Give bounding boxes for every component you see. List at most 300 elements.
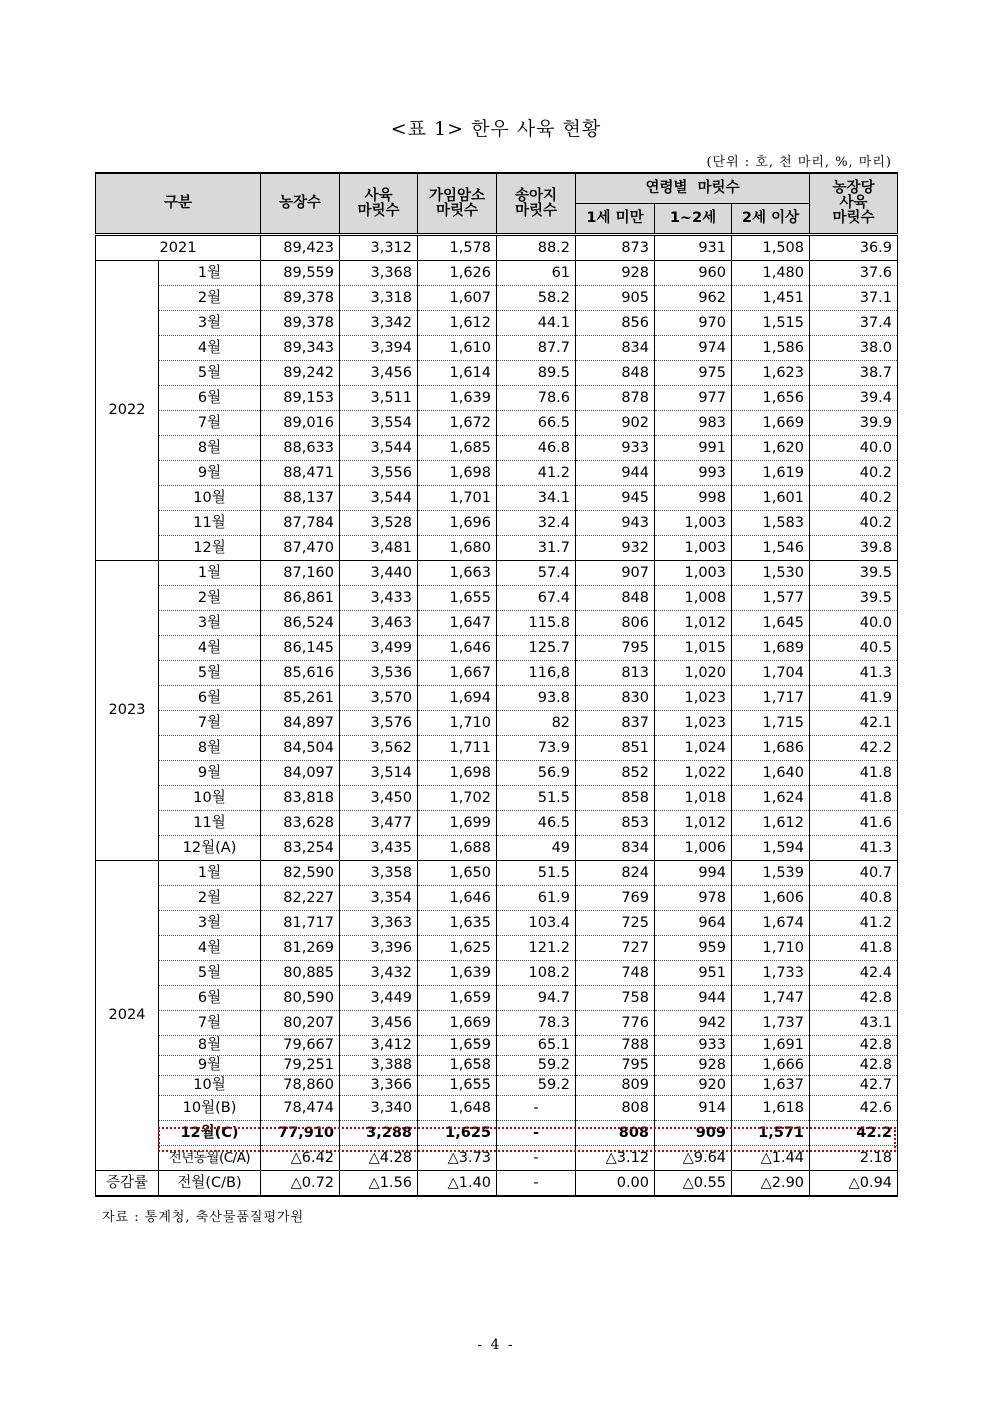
header-category: 구분 <box>96 173 261 235</box>
table-cell: 1,606 <box>732 886 810 911</box>
table-cell: 84,504 <box>261 736 340 761</box>
table-cell: 77,910 <box>261 1121 340 1146</box>
table-cell: 1,702 <box>418 786 497 811</box>
month-label: 6월 <box>159 386 261 411</box>
table-cell: 824 <box>576 861 655 886</box>
table-cell: 909 <box>655 1121 732 1146</box>
table-cell: 61 <box>497 261 576 286</box>
table-cell: 1,612 <box>732 811 810 836</box>
table-cell: 931 <box>655 235 732 261</box>
table-cell: 933 <box>576 436 655 461</box>
table-row <box>96 1146 898 1171</box>
table-cell: 3,363 <box>340 911 418 936</box>
table-cell: 727 <box>576 936 655 961</box>
table-cell: 3,366 <box>340 1076 418 1096</box>
month-label: 2월 <box>159 286 261 311</box>
table-cell: 78.6 <box>497 386 576 411</box>
table-cell: 42.2 <box>810 1121 898 1146</box>
table-cell: 1,451 <box>732 286 810 311</box>
table-cell: 1,655 <box>418 1076 497 1096</box>
table-cell: 36.9 <box>810 235 898 261</box>
table-cell: 914 <box>655 1096 732 1121</box>
table-cell: 962 <box>655 286 732 311</box>
table-cell: 85,616 <box>261 661 340 686</box>
month-label: 5월 <box>159 661 261 686</box>
change-mom-label: 전월(C/B) <box>159 1171 261 1197</box>
table-cell: 3,528 <box>340 511 418 536</box>
table-cell: 1,018 <box>655 786 732 811</box>
table-cell: 41.3 <box>810 836 898 861</box>
table-cell: 1,717 <box>732 686 810 711</box>
table-cell: 994 <box>655 861 732 886</box>
table-cell: 3,544 <box>340 436 418 461</box>
month-label: 9월 <box>159 1056 261 1076</box>
table-cell: 3,536 <box>340 661 418 686</box>
month-label: 7월 <box>159 411 261 436</box>
table-cell: 1,601 <box>732 486 810 511</box>
month-label: 6월 <box>159 686 261 711</box>
table-cell: 32.4 <box>497 511 576 536</box>
table-cell: 1,546 <box>732 536 810 561</box>
table-cell: 1,015 <box>655 636 732 661</box>
table-cell: 37.1 <box>810 286 898 311</box>
table-cell: 944 <box>576 461 655 486</box>
table-cell: 1,012 <box>655 811 732 836</box>
table-cell: 3,477 <box>340 811 418 836</box>
header-age-under1: 1세 미만 <box>576 204 655 235</box>
table-row <box>96 661 898 686</box>
table-row <box>96 386 898 411</box>
month-label: 7월 <box>159 711 261 736</box>
table-cell: 1,022 <box>655 761 732 786</box>
row-label: 2021 <box>96 235 261 261</box>
source-note: 자료 : 통계청, 축산물품질평가원 <box>102 1210 305 1225</box>
table-cell: 1,645 <box>732 611 810 636</box>
table-cell: 41.6 <box>810 811 898 836</box>
table-cell: 1,710 <box>418 711 497 736</box>
table-cell: 1,691 <box>732 1036 810 1056</box>
table-cell: 970 <box>655 311 732 336</box>
month-label: 12월 <box>159 536 261 561</box>
table-cell: 116,8 <box>497 661 576 686</box>
table-cell: 1,672 <box>418 411 497 436</box>
table-cell: 1,646 <box>418 886 497 911</box>
table-cell: 1,685 <box>418 436 497 461</box>
table-cell: 853 <box>576 811 655 836</box>
table-cell: 758 <box>576 986 655 1011</box>
table-cell: 808 <box>576 1096 655 1121</box>
table-cell: 41.8 <box>810 936 898 961</box>
month-label: 2월 <box>159 886 261 911</box>
table-row <box>96 861 898 886</box>
table-cell: 974 <box>655 336 732 361</box>
table-row <box>96 1076 898 1096</box>
table-cell: 944 <box>655 986 732 1011</box>
month-label: 10월(B) <box>159 1096 261 1121</box>
table-cell: △3.73 <box>418 1146 497 1171</box>
table-cell: - <box>497 1121 576 1146</box>
table-cell: 59.2 <box>497 1056 576 1076</box>
table-cell: 920 <box>655 1076 732 1096</box>
table-cell: 3,544 <box>340 486 418 511</box>
table-row <box>96 761 898 786</box>
table-cell: 78,474 <box>261 1096 340 1121</box>
table-cell: 2.18 <box>810 1146 898 1171</box>
month-label: 2월 <box>159 586 261 611</box>
table-cell: △3.12 <box>576 1146 655 1171</box>
table-cell: 82,227 <box>261 886 340 911</box>
table-cell: 84,897 <box>261 711 340 736</box>
table-cell: 1,656 <box>732 386 810 411</box>
table-cell: 46.8 <box>497 436 576 461</box>
table-cell: 51.5 <box>497 861 576 886</box>
table-cell: 991 <box>655 436 732 461</box>
change-yoy-label: 전년동월(C/A) <box>159 1146 261 1171</box>
table-cell: 1,610 <box>418 336 497 361</box>
table-cell: 39.5 <box>810 561 898 586</box>
table-row <box>96 836 898 861</box>
table-cell: 1,623 <box>732 361 810 386</box>
table-cell: 3,318 <box>340 286 418 311</box>
table-cell: 40.0 <box>810 436 898 461</box>
table-row <box>96 1056 898 1076</box>
table-cell: 88,137 <box>261 486 340 511</box>
table-cell: 3,463 <box>340 611 418 636</box>
table-cell: △9.64 <box>655 1146 732 1171</box>
table-cell: 1,659 <box>418 986 497 1011</box>
table-cell: 1,607 <box>418 286 497 311</box>
table-cell: 943 <box>576 511 655 536</box>
table-cell: 3,340 <box>340 1096 418 1121</box>
table-cell: 40.2 <box>810 486 898 511</box>
table-cell: 41.9 <box>810 686 898 711</box>
table-cell: 89.5 <box>497 361 576 386</box>
table-cell: 1,666 <box>732 1056 810 1076</box>
table-cell: 902 <box>576 411 655 436</box>
table-cell: 959 <box>655 936 732 961</box>
table-cell: △0.55 <box>655 1171 732 1197</box>
table-cell: 809 <box>576 1076 655 1096</box>
table-cell: 1,480 <box>732 261 810 286</box>
table-cell: 83,254 <box>261 836 340 861</box>
table-cell: 87.7 <box>497 336 576 361</box>
month-label: 12월(C) <box>159 1121 261 1146</box>
table-cell: 108.2 <box>497 961 576 986</box>
table-cell: 1,020 <box>655 661 732 686</box>
table-cell: 39.5 <box>810 586 898 611</box>
table-cell: 942 <box>655 1011 732 1036</box>
table-cell: 37.6 <box>810 261 898 286</box>
table-cell: 905 <box>576 286 655 311</box>
table-cell: 57.4 <box>497 561 576 586</box>
table-cell: 42.8 <box>810 1056 898 1076</box>
month-label: 1월 <box>159 561 261 586</box>
table-cell: 39.8 <box>810 536 898 561</box>
table-row <box>96 811 898 836</box>
table-cell: 1,635 <box>418 911 497 936</box>
table-cell: 40.2 <box>810 461 898 486</box>
table-cell: 3,388 <box>340 1056 418 1076</box>
table-cell: 1,625 <box>418 1121 497 1146</box>
table-cell: 78.3 <box>497 1011 576 1036</box>
table-cell: 1,637 <box>732 1076 810 1096</box>
month-label: 9월 <box>159 761 261 786</box>
header-per-farm: 농장당 사육 마릿수 <box>810 173 898 235</box>
table-cell: 795 <box>576 636 655 661</box>
table-cell: 878 <box>576 386 655 411</box>
table-row <box>96 586 898 611</box>
table-cell: 3,358 <box>340 861 418 886</box>
table-cell: 79,251 <box>261 1056 340 1076</box>
table-cell: 1,658 <box>418 1056 497 1076</box>
table-cell: 932 <box>576 536 655 561</box>
table-row <box>96 436 898 461</box>
table-cell: 89,242 <box>261 361 340 386</box>
table-cell: 42.1 <box>810 711 898 736</box>
table-cell: 1,669 <box>732 411 810 436</box>
month-label: 6월 <box>159 986 261 1011</box>
month-label: 3월 <box>159 611 261 636</box>
table-cell: 858 <box>576 786 655 811</box>
table-cell: 834 <box>576 836 655 861</box>
table-cell: 3,576 <box>340 711 418 736</box>
table-cell: 31.7 <box>497 536 576 561</box>
table-row <box>96 336 898 361</box>
table-cell: 1,655 <box>418 586 497 611</box>
table-cell: 993 <box>655 461 732 486</box>
table-cell: 40.5 <box>810 636 898 661</box>
table-cell: △1.44 <box>732 1146 810 1171</box>
table-row <box>96 961 898 986</box>
table-cell: 1,704 <box>732 661 810 686</box>
table-cell: 121.2 <box>497 936 576 961</box>
table-cell: 964 <box>655 911 732 936</box>
table-cell: △0.72 <box>261 1171 340 1197</box>
header-raising: 사육 마릿수 <box>340 173 418 235</box>
table-cell: 3,499 <box>340 636 418 661</box>
table-cell: 1,689 <box>732 636 810 661</box>
table-row <box>96 561 898 586</box>
table-cell: 1,711 <box>418 736 497 761</box>
table-cell: 3,456 <box>340 361 418 386</box>
table-row <box>96 1096 898 1121</box>
table-cell: 83,818 <box>261 786 340 811</box>
table-cell: 39.4 <box>810 386 898 411</box>
table-cell: 82,590 <box>261 861 340 886</box>
table-row <box>96 986 898 1011</box>
table-cell: 1,696 <box>418 511 497 536</box>
table-cell: 1,639 <box>418 386 497 411</box>
table-cell: 73.9 <box>497 736 576 761</box>
table-cell: 1,698 <box>418 461 497 486</box>
table-cell: 1,667 <box>418 661 497 686</box>
table-row <box>96 311 898 336</box>
table-row <box>96 486 898 511</box>
table-cell: 1,747 <box>732 986 810 1011</box>
table-cell: 42.8 <box>810 986 898 1011</box>
table-cell: 66.5 <box>497 411 576 436</box>
table-cell: 89,153 <box>261 386 340 411</box>
table-cell: 89,423 <box>261 235 340 261</box>
month-label: 8월 <box>159 736 261 761</box>
table-cell: 1,648 <box>418 1096 497 1121</box>
table-cell: 907 <box>576 561 655 586</box>
table-cell: 0.00 <box>576 1171 655 1197</box>
table-cell: 42.4 <box>810 961 898 986</box>
table-cell: 82 <box>497 711 576 736</box>
table-cell: 748 <box>576 961 655 986</box>
table-row <box>96 536 898 561</box>
table-cell: 1,640 <box>732 761 810 786</box>
table-cell: 3,449 <box>340 986 418 1011</box>
table-cell: 3,450 <box>340 786 418 811</box>
table-cell: 80,207 <box>261 1011 340 1036</box>
table-cell: 40.0 <box>810 611 898 636</box>
table-cell: 1,003 <box>655 511 732 536</box>
table-cell: 1,647 <box>418 611 497 636</box>
table-cell: 3,342 <box>340 311 418 336</box>
table-cell: 3,554 <box>340 411 418 436</box>
table-cell: 78,860 <box>261 1076 340 1096</box>
table-cell: 1,594 <box>732 836 810 861</box>
table-cell: 1,680 <box>418 536 497 561</box>
table-cell: 89,016 <box>261 411 340 436</box>
header-age-group: 연령별 마릿수 <box>576 173 810 204</box>
table-cell: 44.1 <box>497 311 576 336</box>
table-cell: 3,456 <box>340 1011 418 1036</box>
table-cell: 34.1 <box>497 486 576 511</box>
table-cell: 3,288 <box>340 1121 418 1146</box>
table-cell: 89,378 <box>261 286 340 311</box>
table-cell: 808 <box>576 1121 655 1146</box>
table-cell: 89,559 <box>261 261 340 286</box>
table-cell: 983 <box>655 411 732 436</box>
table-cell: 56.9 <box>497 761 576 786</box>
table-cell: 37.4 <box>810 311 898 336</box>
month-label: 12월(A) <box>159 836 261 861</box>
table-cell: 928 <box>655 1056 732 1076</box>
table-cell: 1,515 <box>732 311 810 336</box>
table-cell: 1,530 <box>732 561 810 586</box>
table-row <box>96 686 898 711</box>
table-cell: 58.2 <box>497 286 576 311</box>
table-cell: 848 <box>576 361 655 386</box>
month-label: 5월 <box>159 961 261 986</box>
table-cell: 40.2 <box>810 511 898 536</box>
table-cell: 776 <box>576 1011 655 1036</box>
table-cell: 945 <box>576 486 655 511</box>
table-cell: △4.28 <box>340 1146 418 1171</box>
table-cell: 1,618 <box>732 1096 810 1121</box>
table-cell: 87,160 <box>261 561 340 586</box>
table-cell: 42.2 <box>810 736 898 761</box>
table-cell: 1,024 <box>655 736 732 761</box>
table-cell: 49 <box>497 836 576 861</box>
table-cell: 3,396 <box>340 936 418 961</box>
month-label: 4월 <box>159 336 261 361</box>
table-cell: 80,590 <box>261 986 340 1011</box>
table-cell: 873 <box>576 235 655 261</box>
table-cell: 933 <box>655 1036 732 1056</box>
table-cell: △0.94 <box>810 1171 898 1197</box>
month-label: 8월 <box>159 436 261 461</box>
table-cell: 1,659 <box>418 1036 497 1056</box>
table-cell: 1,023 <box>655 711 732 736</box>
table-cell: 38.0 <box>810 336 898 361</box>
table-cell: 1,669 <box>418 1011 497 1036</box>
table-row <box>96 461 898 486</box>
table-cell: 1,023 <box>655 686 732 711</box>
table-cell: 1,663 <box>418 561 497 586</box>
table-cell: 88.2 <box>497 235 576 261</box>
table-cell: 1,571 <box>732 1121 810 1146</box>
month-label: 4월 <box>159 936 261 961</box>
table-cell: 38.7 <box>810 361 898 386</box>
table-cell: 830 <box>576 686 655 711</box>
table-cell: 86,145 <box>261 636 340 661</box>
month-label: 1월 <box>159 261 261 286</box>
table-cell: 1,612 <box>418 311 497 336</box>
table-cell: 795 <box>576 1056 655 1076</box>
table-row <box>96 361 898 386</box>
table-cell: 88,633 <box>261 436 340 461</box>
table-cell: 103.4 <box>497 911 576 936</box>
table-cell: 42.6 <box>810 1096 898 1121</box>
table-cell: 1,619 <box>732 461 810 486</box>
table-cell: 87,470 <box>261 536 340 561</box>
table-row <box>96 261 898 286</box>
table-cell: △1.40 <box>418 1171 497 1197</box>
table-cell: 1,710 <box>732 936 810 961</box>
table-cell: 3,562 <box>340 736 418 761</box>
table-cell: 1,733 <box>732 961 810 986</box>
table-cell: 41.2 <box>810 911 898 936</box>
table-cell: 80,885 <box>261 961 340 986</box>
table-cell: 978 <box>655 886 732 911</box>
table-cell: 998 <box>655 486 732 511</box>
table-cell: 65.1 <box>497 1036 576 1056</box>
table-cell: 59.2 <box>497 1076 576 1096</box>
table-cell: 93.8 <box>497 686 576 711</box>
table-cell: 88,471 <box>261 461 340 486</box>
table-cell: 1,626 <box>418 261 497 286</box>
month-label: 3월 <box>159 311 261 336</box>
table-cell: 39.9 <box>810 411 898 436</box>
table-cell: 84,097 <box>261 761 340 786</box>
table-cell: 115.8 <box>497 611 576 636</box>
table-cell: 848 <box>576 586 655 611</box>
page-number: - 4 - <box>477 1337 515 1353</box>
table-cell: 834 <box>576 336 655 361</box>
table-cell: 928 <box>576 261 655 286</box>
header-calf: 송아지 마릿수 <box>497 173 576 235</box>
table-cell: 42.8 <box>810 1036 898 1056</box>
table-title: <표 1> 한우 사육 현황 <box>390 118 602 140</box>
table-cell: 3,481 <box>340 536 418 561</box>
table-cell: 1,701 <box>418 486 497 511</box>
table-cell: 3,570 <box>340 686 418 711</box>
table-row <box>96 936 898 961</box>
table-cell: 1,715 <box>732 711 810 736</box>
table-cell: 851 <box>576 736 655 761</box>
table-cell: 1,539 <box>732 861 810 886</box>
table-cell: 89,378 <box>261 311 340 336</box>
table-row <box>96 411 898 436</box>
table-cell: 3,394 <box>340 336 418 361</box>
table-cell: 43.1 <box>810 1011 898 1036</box>
table-cell: 813 <box>576 661 655 686</box>
month-label: 10월 <box>159 486 261 511</box>
